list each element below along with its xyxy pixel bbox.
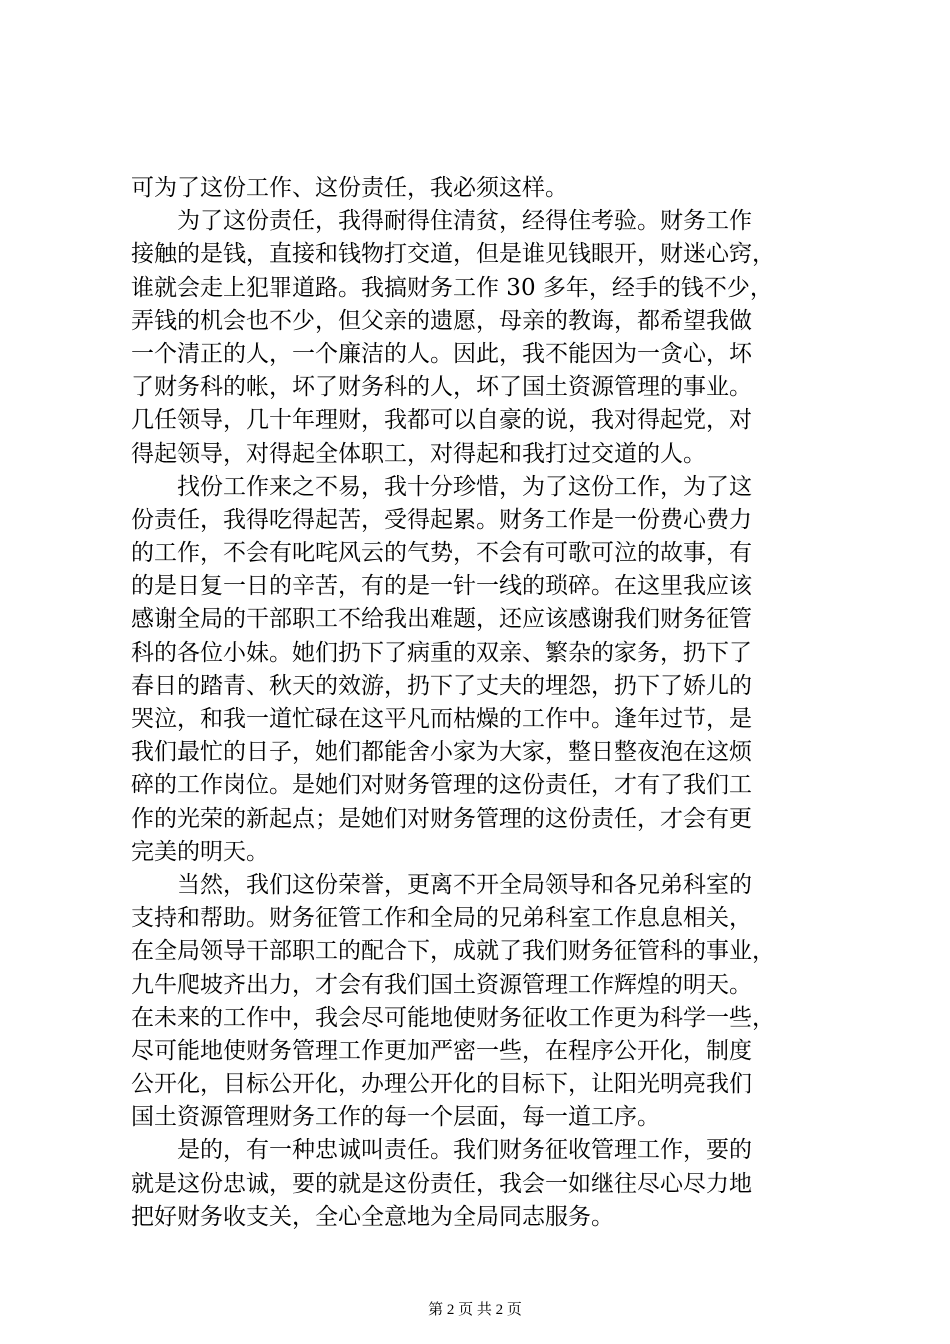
body-text [131, 172, 833, 1234]
text-line: 国土资源管理财务工作的每一个层面，每一道工序。 [131, 1104, 660, 1131]
text-line: 在全局领导干部职工的配合下，成就了我们财务征管科的事业， [131, 938, 775, 965]
text-line: 了财务科的帐，坏了财务科的人，坏了国土资源管理的事业。 [131, 374, 752, 401]
text-line: 是的，有一种忠诚叫责任。我们财务征收管理工作，要的 [131, 1137, 752, 1164]
text-line: 把好财务收支关，全心全意地为全局同志服务。 [131, 1203, 614, 1230]
text-line: 九牛爬坡齐出力，才会有我们国土资源管理工作辉煌的明天。 [131, 971, 752, 998]
text-line: 完美的明天。 [131, 838, 269, 865]
text-line: 在未来的工作中，我会尽可能地使财务征收工作更为科学一些， [131, 1004, 775, 1031]
text-line: 接触的是钱，直接和钱物打交道，但是谁见钱眼开，财迷心窍， [131, 241, 775, 268]
text-line: 谁就会走上犯罪道路。我搞财务工作 30 多年，经手的钱不少， [131, 274, 773, 301]
text-line: 感谢全局的干部职工不给我出难题，还应该感谢我们财务征管 [131, 606, 752, 633]
text-line: 公开化，目标公开化，办理公开化的目标下，让阳光明亮我们 [131, 1071, 752, 1098]
text-line: 的是日复一日的辛苦，有的是一针一线的琐碎。在这里我应该 [131, 573, 752, 600]
page-footer: 第 2 页 共 2 页 [428, 1302, 522, 1318]
text-line: 支持和帮助。财务征管工作和全局的兄弟科室工作息息相关， [131, 905, 752, 932]
text-line: 可为了这份工作、这份责任，我必须这样。 [131, 175, 568, 201]
text-line: 哭泣，和我一道忙碌在这平凡而枯燥的工作中。逢年过节，是 [131, 706, 752, 732]
text-line: 份责任，我得吃得起苦，受得起累。财务工作是一份费心费力 [131, 506, 752, 533]
text-line: 科的各位小妹。她们扔下了病重的双亲、繁杂的家务，扔下了 [131, 639, 752, 666]
text-line: 找份工作来之不易，我十分珍惜，为了这份工作，为了这 [131, 473, 752, 500]
text-line: 尽可能地使财务管理工作更加严密一些，在程序公开化，制度 [131, 1037, 752, 1064]
text-line: 得起领导，对得起全体职工，对得起和我打过交道的人。 [131, 440, 706, 467]
text-line: 我们最忙的日子，她们都能舍小家为大家，整日整夜泡在这烦 [131, 739, 752, 766]
text-line: 碎的工作岗位。是她们对财务管理的这份责任，才有了我们工 [131, 772, 752, 799]
text-line: 当然，我们这份荣誉，更离不开全局领导和各兄弟科室的 [131, 871, 752, 898]
text-line: 为了这份责任，我得耐得住清贫，经得住考验。财务工作 [131, 208, 752, 235]
text-line: 弄钱的机会也不少，但父亲的遗愿，母亲的教诲，都希望我做 [131, 307, 752, 334]
text-line: 春日的踏青、秋天的效游，扔下了丈夫的埋怨，扔下了娇儿的 [131, 672, 752, 699]
text-line: 就是这份忠诚，要的就是这份责任，我会一如继往尽心尽力地 [131, 1170, 752, 1197]
text-line: 几任领导，几十年理财，我都可以自豪的说，我对得起党，对 [131, 407, 752, 434]
text-line: 作的光荣的新起点；是她们对财务管理的这份责任，才会有更 [131, 805, 752, 832]
text-line: 一个清正的人，一个廉洁的人。因此，我不能因为一贪心，坏 [131, 340, 752, 367]
text-line: 的工作，不会有叱咤风云的气势，不会有可歌可泣的故事，有 [131, 540, 752, 567]
